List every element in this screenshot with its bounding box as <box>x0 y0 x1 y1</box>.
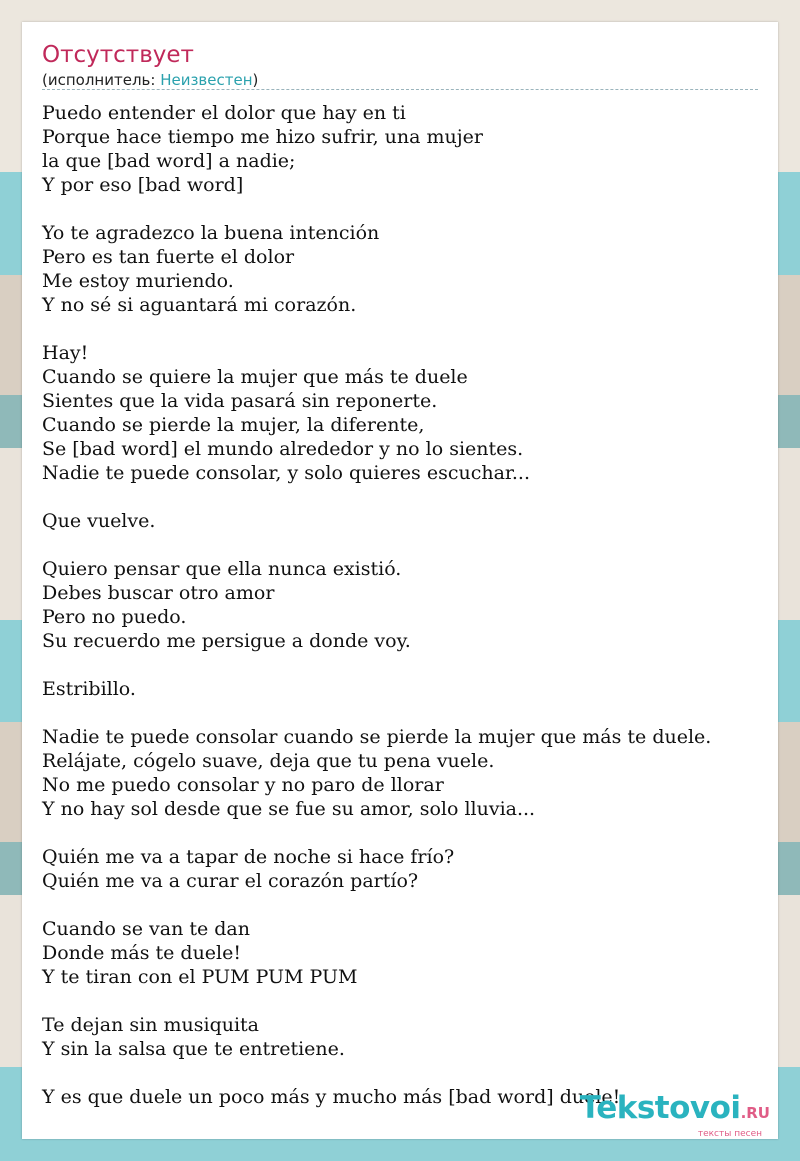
lyrics-line: Y no sé si aguantará mi corazón. <box>42 294 357 316</box>
lyrics-line: Porque hace tiempo me hizo sufrir, una mujer <box>42 126 483 148</box>
lyrics-line: Se [bad word] el mundo alrededor y no lo sientes. <box>42 438 524 460</box>
lyrics-line: la que [bad word] a nadie; <box>42 150 296 172</box>
lyrics-line: Me estoy muriendo. <box>42 270 234 292</box>
lyrics-line: Quién me va a tapar de noche si hace frío? <box>42 846 455 868</box>
lyrics-line: Puedo entender el dolor que hay en ti <box>42 102 406 124</box>
song-title: Отсутствует <box>42 42 194 68</box>
lyrics-card <box>22 22 778 1139</box>
lyrics-line: Cuando se pierde la mujer, la diferente, <box>42 414 425 436</box>
lyrics-line: Cuando se van te dan <box>42 918 250 940</box>
lyrics-line: Su recuerdo me persigue a donde voy. <box>42 630 411 652</box>
logo-name: Tekstovoi <box>579 1090 741 1126</box>
lyrics-line: Que vuelve. <box>42 510 156 532</box>
lyrics-text <box>42 101 772 1109</box>
lyrics-line: Quién me va a curar el corazón partío? <box>42 870 419 892</box>
lyrics-line: Sientes que la vida pasará sin reponerte. <box>42 390 438 412</box>
lyrics-line <box>42 653 772 677</box>
lyrics-line <box>42 1061 772 1085</box>
artist-line <box>42 70 258 90</box>
lyrics-line: No me puedo consolar y no paro de llorar <box>42 774 444 796</box>
lyrics-line <box>42 893 772 917</box>
lyrics-line: Y sin la salsa que te entretiene. <box>42 1038 345 1060</box>
lyrics-line: Y es que duele un poco más y mucho más [bad word] duele! <box>42 1086 621 1108</box>
artist-link[interactable]: Неизвестен <box>160 71 253 89</box>
lyrics-line: Debes buscar otro amor <box>42 582 275 604</box>
lyrics-line: Quiero pensar que ella nunca existió. <box>42 558 402 580</box>
lyrics-line: Pero es tan fuerte el dolor <box>42 246 295 268</box>
lyrics-line: Y no hay sol desde que se fue su amor, solo lluvia... <box>42 798 536 820</box>
lyrics-line: Cuando se quiere la mujer que más te duele <box>42 366 468 388</box>
lyrics-line <box>42 701 772 725</box>
lyrics-line: Hay! <box>42 342 89 364</box>
lyrics-line: Donde más te duele! <box>42 942 242 964</box>
site-logo[interactable] <box>580 1092 770 1139</box>
logo-wordmark <box>580 1092 770 1129</box>
lyrics-line: Y por eso [bad word] <box>42 174 244 196</box>
lyrics-line: Nadie te puede consolar cuando se pierde la mujer que más te duele. <box>42 726 712 748</box>
lyrics-line <box>42 485 772 509</box>
lyrics-line: Yo te agradezco la buena intención <box>42 222 380 244</box>
lyrics-line: Estribillo. <box>42 678 136 700</box>
lyrics-line: Te dejan sin musiquita <box>42 1014 260 1036</box>
lyrics-line: Y te tiran con el PUM PUM PUM <box>42 966 358 988</box>
lyrics-line <box>42 821 772 845</box>
logo-tagline: тексты песен <box>697 1129 762 1139</box>
lyrics-line <box>42 197 772 221</box>
lyrics-line <box>42 533 772 557</box>
lyrics-line <box>42 989 772 1013</box>
lyrics-line: Pero no puedo. <box>42 606 187 628</box>
lyrics-line: Relájate, cógelo suave, deja que tu pena vuele. <box>42 750 495 772</box>
logo-tld: .RU <box>740 1104 770 1122</box>
artist-suffix: ) <box>252 71 259 89</box>
lyrics-line <box>42 317 772 341</box>
artist-prefix: (исполнитель: <box>42 71 161 89</box>
lyrics-line: Nadie te puede consolar, y solo quieres escuchar... <box>42 462 531 484</box>
title-divider <box>42 89 758 90</box>
